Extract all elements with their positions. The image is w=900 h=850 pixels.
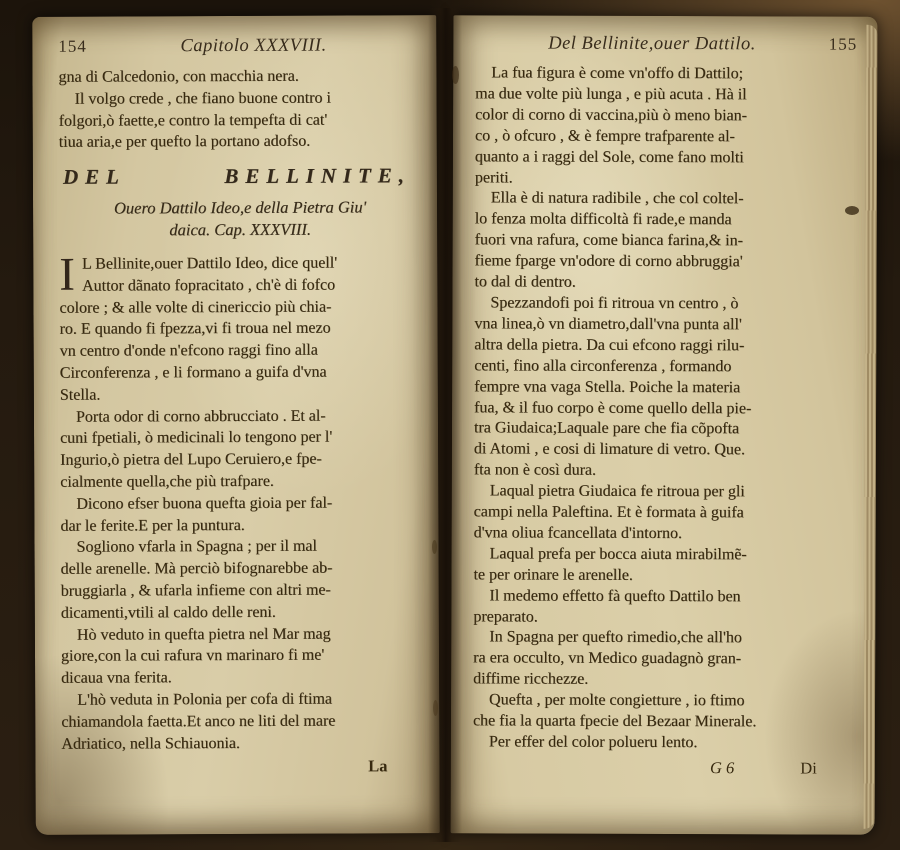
text-line: color di corno di vaccina,più ò meno bian- bbox=[475, 106, 748, 125]
right-page-footer bbox=[473, 757, 855, 778]
paragraph bbox=[61, 688, 423, 755]
paragraph bbox=[473, 732, 855, 754]
running-title-right: Del Bellinite,ouer Dattilo. bbox=[548, 33, 756, 55]
text-line: La fua figura è come vn'offo di Dattilo; bbox=[491, 64, 744, 83]
text-line: quanto a i raggi del Sole, come fano molti bbox=[474, 147, 744, 166]
running-header-right bbox=[475, 33, 857, 55]
heading-word: BELLINITE, bbox=[224, 163, 411, 189]
page-number-right: 155 bbox=[828, 34, 858, 54]
text-line: Hò veduto in quefta pietra nel Mar mag bbox=[76, 625, 331, 644]
paragraph bbox=[474, 293, 857, 482]
text-line: diffime ricchezze. bbox=[473, 670, 589, 689]
text-line: Il volgo crede , che fiano buone contro i bbox=[74, 89, 331, 108]
text-line: fta non è così dura. bbox=[473, 461, 597, 479]
text-line: bruggiarla , & ufarla infieme con altri me- bbox=[60, 581, 331, 600]
paragraph bbox=[60, 492, 422, 537]
text-line: co , ò ofcuro , & è fempre trafparente al- bbox=[474, 127, 735, 145]
text-line: preparato. bbox=[473, 607, 538, 626]
paragraph bbox=[475, 63, 857, 190]
paragraph bbox=[473, 544, 855, 587]
drop-cap: I bbox=[59, 248, 76, 301]
text-line: to dal di dentro. bbox=[474, 273, 576, 291]
text-line: Ingurio,ò pietra del Lupo Ceruiero,e fpe- bbox=[60, 450, 322, 469]
section-subheading bbox=[59, 196, 421, 243]
text-line: centi, fino alla circonferenza , formando bbox=[474, 357, 732, 375]
text-line: lo fenza molta difficoltà fi rade,e manda bbox=[474, 210, 732, 229]
text-line: vn centro d'onde n'efcono raggi fino alla bbox=[59, 341, 318, 360]
text-line: delle arenelle. Mà perciò bifognarebbe ab- bbox=[60, 559, 333, 578]
text-line: altra della pietra. Da cui efcono raggi rilu- bbox=[474, 336, 745, 355]
text-line: te per orinare le arenelle. bbox=[473, 566, 633, 584]
text-line: campi nella Paleftina. Et è formata à guifa bbox=[473, 503, 744, 522]
text-line: dar le ferite.E per la puntura. bbox=[60, 516, 245, 535]
paragraph bbox=[58, 65, 420, 88]
right-page bbox=[451, 15, 878, 834]
right-page-body bbox=[473, 63, 857, 754]
paragraph bbox=[474, 481, 856, 545]
text-line: fieme fparge vn'odore di corno abbruggia' bbox=[474, 252, 743, 271]
signature-mark: G 6 bbox=[709, 758, 735, 778]
text-line: cialmente quella,che più trafpare. bbox=[60, 472, 274, 491]
left-page-content bbox=[32, 15, 440, 835]
text-line: Ella è di natura radibile , che col coltel- bbox=[490, 189, 744, 208]
catchword-right: Di bbox=[800, 758, 817, 778]
paragraph bbox=[60, 536, 422, 625]
text-line: folgori,ò faette,e contro la tempefta di cat' bbox=[58, 111, 328, 130]
text-line: Il medemo effetto fà quefto Dattilo ben bbox=[489, 587, 741, 605]
text-line: Laqual pietra Giudaica fe ritroua per gli bbox=[489, 482, 745, 501]
text-line: vna linea,ò vn diametro,dall'vna punta all' bbox=[474, 315, 742, 334]
text-line: Spezzandofi poi fi ritroua vn centro , ò bbox=[490, 294, 739, 313]
paragraph bbox=[59, 248, 422, 406]
text-line: che fia la quarta fpecie del Bezaar Minerale. bbox=[472, 712, 757, 731]
text-line: Auttor dãnato fopracitato , ch'è di fofco bbox=[82, 276, 336, 295]
text-line: Laqual prefa per bocca aiuta mirabilmẽ- bbox=[489, 545, 747, 564]
text-line: periti. bbox=[474, 168, 513, 187]
running-header-left bbox=[58, 35, 420, 58]
text-line: dicaua vna ferita. bbox=[61, 669, 172, 687]
text-line: giore,con la cui rafura vn marinaro fi me' bbox=[60, 646, 325, 666]
paragraph bbox=[473, 586, 855, 629]
text-line: colore ; & alle volte di cinericcio più chia- bbox=[59, 298, 332, 317]
text-line: gna di Calcedonio, con macchia nera. bbox=[58, 67, 299, 86]
text-line: L Bellinite,ouer Dattilo Ideo, dice quell' bbox=[81, 254, 338, 273]
text-line: fuori vna rafura, come bianca farina,& in- bbox=[474, 231, 743, 250]
text-line: Adriatico, nella Schiauonia. bbox=[61, 734, 241, 753]
text-line: Dicono efser buona quefta gioia per fal- bbox=[76, 494, 333, 513]
paragraph bbox=[61, 623, 423, 690]
text-line: cuni fpetiali, ò medicinali lo tengono per l' bbox=[60, 428, 333, 448]
text-line: Porta odor di corno abbrucciato . Et al- bbox=[75, 407, 326, 426]
text-line: tiua aria,e per quefto la portano adofso. bbox=[58, 133, 311, 152]
text-line: d'vna oliua fcancellata d'intorno. bbox=[473, 524, 683, 543]
page-number-left: 154 bbox=[58, 36, 87, 56]
left-page-body bbox=[58, 65, 423, 755]
text-line: Quefta , per molte congietture , io ftimo bbox=[489, 691, 745, 710]
text-line: fua, & il fuo corpo è come quello della pie- bbox=[474, 398, 752, 417]
text-line: Per effer del color polueru lento. bbox=[488, 733, 698, 752]
text-line: ma due volte più lunga , e più acuta . Hà il bbox=[475, 85, 747, 104]
paragraph bbox=[473, 628, 855, 692]
text-line: ro. E quando fi fpezza,vi fi troua nel mezo bbox=[59, 319, 331, 339]
catchword-left: La bbox=[368, 756, 388, 776]
paragraph bbox=[59, 87, 421, 154]
text-line: ra era occulto, vn Medico guadagnò gran- bbox=[473, 649, 742, 668]
text-line: Circonferenza , e li formano a guifa d'vna bbox=[59, 363, 327, 382]
text-line: tra Giudaica;Laquale pare che fia cõpofta bbox=[473, 419, 740, 438]
text-line: In Spagna per quefto rimedio,che all'ho bbox=[489, 628, 742, 647]
text-line: Sogliono vfarla in Spagna ; per il mal bbox=[76, 537, 317, 557]
text-line: dicamenti,vtili al caldo delle reni. bbox=[60, 603, 276, 622]
text-line: L'hò veduta in Polonia per cofa di ftima bbox=[77, 690, 333, 709]
paragraph bbox=[474, 189, 856, 295]
text-line: fempre vna vaga Stella. Poiche la materia bbox=[474, 377, 741, 396]
text-line: di Atomi , e cosi di limature di vetro. Que. bbox=[473, 440, 746, 459]
right-page-content bbox=[451, 15, 878, 834]
subheading-line: Ouero Dattilo Ideo,e della Pietra Giu' bbox=[113, 197, 367, 218]
paragraph bbox=[473, 691, 855, 734]
heading-word: DEL bbox=[62, 164, 126, 189]
left-page bbox=[32, 15, 440, 835]
section-heading bbox=[59, 165, 421, 188]
paragraph bbox=[60, 405, 422, 494]
text-line: Stella. bbox=[59, 386, 101, 404]
subheading-line: daica. Cap. XXXVIII. bbox=[169, 220, 311, 240]
running-title-left: Capitolo XXXVIII. bbox=[180, 35, 327, 57]
text-line: chiamandola faetta.Et anco ne liti del mare bbox=[61, 712, 336, 731]
